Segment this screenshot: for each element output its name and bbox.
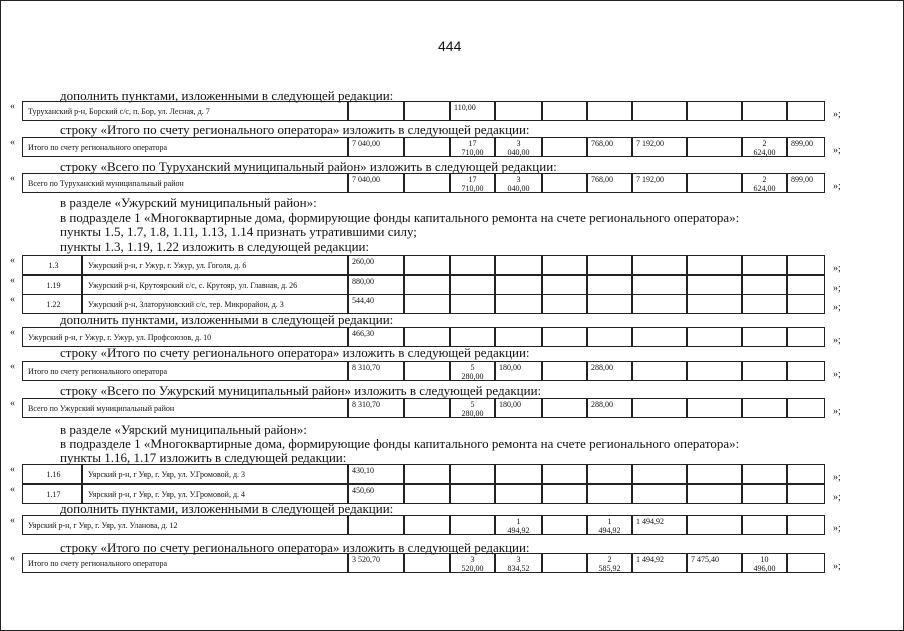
value-cell — [787, 398, 825, 418]
value-cell — [742, 137, 787, 157]
value-cell — [542, 361, 587, 381]
value-cell — [742, 553, 787, 573]
close-quote: »; — [833, 181, 841, 192]
value-cell — [632, 294, 687, 314]
close-quote: »; — [833, 302, 841, 313]
address-cell: Уярский р-н, г Уяр, г. Уяр, ул. Уланова, д. 12 — [22, 515, 348, 535]
value-cell — [632, 398, 687, 418]
table-row — [0, 173, 904, 193]
value-cell — [742, 255, 787, 275]
value-cell — [787, 294, 825, 314]
value-cell — [495, 484, 542, 504]
value-part: 710,00 — [461, 184, 484, 193]
open-quote: « — [10, 101, 15, 112]
close-quote: »; — [833, 263, 841, 274]
address-cell: Ужурский р-н, Златоруновский с/с, тер. Микрорайон, д. 3 — [82, 294, 348, 314]
value-cell — [742, 327, 787, 347]
section-caption: строку «Итого по счету регионального оператора» изложить в следующей редакции: — [60, 122, 530, 137]
value-cell — [450, 484, 495, 504]
value-part: 040,00 — [507, 148, 530, 157]
value-cell — [495, 255, 542, 275]
table-row — [0, 137, 904, 157]
value-cell — [687, 255, 742, 275]
close-quote: »; — [833, 145, 841, 156]
address-cell: Всего по Ужурский муниципальный район — [22, 398, 348, 418]
value-cell — [450, 515, 495, 535]
value-cell — [404, 464, 450, 484]
page-number: 444 — [438, 38, 462, 54]
close-quote: »; — [833, 492, 841, 503]
instruction-text: в разделе «Уярский муниципальный район»: — [60, 422, 307, 437]
table-row — [0, 327, 904, 347]
close-quote: »; — [833, 523, 841, 534]
value-cell — [787, 361, 825, 381]
value-cell — [542, 515, 587, 535]
value-cell — [687, 398, 742, 418]
close-quote: »; — [833, 283, 841, 294]
value-cell — [404, 327, 450, 347]
value-cell: 880,00 — [348, 275, 404, 295]
value-cell — [587, 553, 632, 573]
close-quote: »; — [833, 369, 841, 380]
open-quote: « — [10, 515, 15, 526]
row-number-cell: 1.3 — [22, 255, 82, 275]
value-cell — [587, 255, 632, 275]
value-part: 494,92 — [507, 526, 530, 535]
value-cell — [450, 398, 495, 418]
value-cell — [542, 484, 587, 504]
value-cell — [587, 294, 632, 314]
value-cell — [542, 101, 587, 121]
row-number-cell: 1.19 — [22, 275, 82, 295]
value-part: 5 — [470, 363, 475, 372]
value-cell — [587, 484, 632, 504]
value-cell — [632, 255, 687, 275]
value-part: 1 — [516, 517, 521, 526]
value-cell — [450, 137, 495, 157]
value-cell — [450, 275, 495, 295]
value-cell — [587, 101, 632, 121]
value-cell — [742, 464, 787, 484]
value-cell — [687, 275, 742, 295]
value-cell — [495, 294, 542, 314]
open-quote: « — [10, 275, 15, 286]
value-cell — [542, 294, 587, 314]
value-part: 040,00 — [507, 184, 530, 193]
value-cell — [404, 398, 450, 418]
value-cell — [742, 484, 787, 504]
value-cell — [632, 484, 687, 504]
value-cell: 260,00 — [348, 255, 404, 275]
value-cell — [787, 255, 825, 275]
address-cell: Ужурский р-н, Крутоярский с/с, с. Крутояр, ул. Главная, д. 26 — [82, 275, 348, 295]
value-cell — [404, 173, 450, 193]
address-cell: Уярский р-н, г Уяр, г. Уяр, ул. У.Громовой, д. 3 — [82, 464, 348, 484]
value-cell — [687, 173, 742, 193]
table-row — [0, 464, 904, 484]
value-part: 585,92 — [598, 564, 621, 573]
value-cell: 7 475,40 — [687, 553, 742, 573]
value-part: 280,00 — [461, 372, 484, 381]
value-cell: 110,00 — [450, 101, 495, 121]
value-cell: 899,00 — [787, 173, 825, 193]
value-cell — [495, 275, 542, 295]
value-cell — [787, 327, 825, 347]
value-cell — [450, 294, 495, 314]
value-cell — [450, 553, 495, 573]
instruction-text: пункты 1.16, 1.17 изложить в следующей редакции: — [60, 450, 347, 465]
value-cell — [542, 173, 587, 193]
close-quote: »; — [833, 109, 841, 120]
table-row — [0, 101, 904, 121]
address-cell: Всего по Туруханский муниципальный район — [22, 173, 348, 193]
table-row — [0, 294, 904, 314]
value-cell — [632, 327, 687, 347]
value-cell — [450, 173, 495, 193]
value-part: 624,00 — [753, 184, 776, 193]
address-cell: Уярский р-н, г Уяр, г. Уяр, ул. У.Громовой, д. 4 — [82, 484, 348, 504]
address-cell: Итого по счету регионального оператора — [22, 137, 348, 157]
value-part: 5 — [470, 400, 475, 409]
value-cell — [404, 515, 450, 535]
address-cell: Туруханский р-н, Борский с/с, п. Бор, ул. Лесная, д. 7 — [22, 101, 348, 121]
value-cell — [687, 327, 742, 347]
value-cell: 288,00 — [587, 398, 632, 418]
value-cell: 180,00 — [495, 361, 542, 381]
close-quote: »; — [833, 561, 841, 572]
value-part: 2 — [762, 139, 767, 148]
instruction-text: в подразделе 1 «Многоквартирные дома, формирующие фонды капитального ремонта на счете регионального оператора»: — [60, 210, 740, 225]
value-part: 17 — [468, 175, 477, 184]
close-quote: »; — [833, 335, 841, 346]
value-cell — [787, 464, 825, 484]
value-cell — [787, 275, 825, 295]
open-quote: « — [10, 464, 15, 475]
address-cell: Итого по счету регионального оператора — [22, 361, 348, 381]
value-cell — [542, 275, 587, 295]
open-quote: « — [10, 294, 15, 305]
value-cell: 899,00 — [787, 137, 825, 157]
section-caption: строку «Всего по Ужурский муниципальный район» изложить в следующей редакции: — [60, 383, 542, 398]
address-cell: Итого по счету регионального оператора — [22, 553, 348, 573]
value-cell — [587, 515, 632, 535]
close-quote: »; — [833, 406, 841, 417]
value-cell — [587, 464, 632, 484]
value-cell: 7 192,00 — [632, 137, 687, 157]
value-part: 280,00 — [461, 409, 484, 418]
section-caption: дополнить пунктами, изложенными в следующей редакции: — [60, 501, 394, 516]
value-cell — [348, 515, 404, 535]
value-cell: 1 494,92 — [632, 553, 687, 573]
section-caption: строку «Итого по счету регионального оператора» изложить в следующей редакции: — [60, 345, 530, 360]
value-cell — [587, 327, 632, 347]
table-row — [0, 553, 904, 573]
value-cell: 450,60 — [348, 484, 404, 504]
value-cell — [450, 464, 495, 484]
value-cell — [787, 484, 825, 504]
open-quote: « — [10, 173, 15, 184]
open-quote: « — [10, 361, 15, 372]
value-cell: 544,40 — [348, 294, 404, 314]
value-part: 3 — [470, 555, 475, 564]
instruction-text: в подразделе 1 «Многоквартирные дома, формирующие фонды капитального ремонта на счете регионального оператора»: — [60, 436, 740, 451]
value-cell: 3 520,70 — [348, 553, 404, 573]
value-part: 494,92 — [598, 526, 621, 535]
value-cell — [542, 553, 587, 573]
value-cell — [632, 101, 687, 121]
value-cell — [495, 464, 542, 484]
value-part: 834,52 — [507, 564, 530, 573]
table-row — [0, 255, 904, 275]
value-cell — [687, 484, 742, 504]
address-cell: Ужурский р-н, г Ужур, г. Ужур, ул. Профсоюзов, д. 10 — [22, 327, 348, 347]
value-cell — [450, 327, 495, 347]
open-quote: « — [10, 398, 15, 409]
address-cell: Ужурский р-н, г Ужур, г. Ужур, ул. Гоголя, д. 6 — [82, 255, 348, 275]
instruction-text: в разделе «Ужурский муниципальный район»: — [60, 195, 317, 210]
section-caption: дополнить пунктами, изложенными в следующей редакции: — [60, 312, 394, 327]
value-cell: 7 040,00 — [348, 173, 404, 193]
value-cell — [348, 101, 404, 121]
value-part: 10 — [760, 555, 769, 564]
open-quote: « — [10, 484, 15, 495]
value-cell — [542, 327, 587, 347]
value-cell — [450, 361, 495, 381]
value-cell — [687, 464, 742, 484]
value-cell — [404, 101, 450, 121]
value-cell — [632, 275, 687, 295]
row-number-cell: 1.22 — [22, 294, 82, 314]
value-cell — [404, 553, 450, 573]
value-cell — [404, 137, 450, 157]
value-cell — [495, 101, 542, 121]
open-quote: « — [10, 327, 15, 338]
value-cell — [742, 515, 787, 535]
value-cell: 8 310,70 — [348, 398, 404, 418]
value-part: 710,00 — [461, 148, 484, 157]
value-cell — [495, 137, 542, 157]
close-quote: »; — [833, 472, 841, 483]
value-cell — [450, 255, 495, 275]
table-row — [0, 361, 904, 381]
value-cell: 768,00 — [587, 173, 632, 193]
value-cell — [587, 275, 632, 295]
value-cell — [404, 484, 450, 504]
value-cell — [787, 515, 825, 535]
value-cell — [632, 361, 687, 381]
value-cell: 288,00 — [587, 361, 632, 381]
value-part: 2 — [762, 175, 767, 184]
open-quote: « — [10, 255, 15, 266]
value-cell — [404, 275, 450, 295]
instruction-text: пункты 1.5, 1.7, 1.8, 1.11, 1.13, 1.14 признать утратившими силу; — [60, 224, 417, 239]
table-row — [0, 515, 904, 535]
table-row — [0, 398, 904, 418]
value-part: 496,00 — [753, 564, 776, 573]
open-quote: « — [10, 137, 15, 148]
value-cell — [742, 275, 787, 295]
value-cell — [632, 464, 687, 484]
value-part: 2 — [607, 555, 612, 564]
value-cell — [742, 294, 787, 314]
instruction-text: пункты 1.3, 1.19, 1.22 изложить в следующей редакции: — [60, 239, 370, 254]
value-cell — [404, 361, 450, 381]
row-number-cell: 1.17 — [22, 484, 82, 504]
value-cell — [687, 515, 742, 535]
value-cell: 180,00 — [495, 398, 542, 418]
value-part: 1 — [607, 517, 612, 526]
section-caption: дополнить пунктами, изложенными в следующей редакции: — [60, 88, 394, 103]
value-cell: 466,30 — [348, 327, 404, 347]
value-cell: 768,00 — [587, 137, 632, 157]
value-cell: 430,10 — [348, 464, 404, 484]
value-cell — [404, 294, 450, 314]
value-part: 3 — [516, 139, 521, 148]
value-cell — [742, 173, 787, 193]
value-cell — [787, 101, 825, 121]
value-cell — [542, 255, 587, 275]
value-cell — [687, 101, 742, 121]
section-caption: строку «Итого по счету регионального оператора» изложить в следующей редакции: — [60, 540, 530, 555]
value-cell — [787, 553, 825, 573]
value-cell — [742, 398, 787, 418]
value-cell — [542, 137, 587, 157]
row-number-cell: 1.16 — [22, 464, 82, 484]
value-cell — [742, 361, 787, 381]
value-cell — [404, 255, 450, 275]
value-cell — [687, 361, 742, 381]
value-cell: 7 192,00 — [632, 173, 687, 193]
value-part: 3 — [516, 175, 521, 184]
value-cell — [542, 464, 587, 484]
value-part: 3 — [516, 555, 521, 564]
value-cell — [542, 398, 587, 418]
value-cell — [495, 327, 542, 347]
value-cell — [495, 553, 542, 573]
section-caption: строку «Всего по Туруханский муниципальный район» изложить в следующей редакции: — [60, 159, 557, 174]
value-part: 17 — [468, 139, 477, 148]
value-cell: 8 310,70 — [348, 361, 404, 381]
value-cell — [687, 294, 742, 314]
value-cell: 1 494,92 — [632, 515, 687, 535]
table-row — [0, 275, 904, 295]
value-cell — [495, 515, 542, 535]
value-part: 624,00 — [753, 148, 776, 157]
value-cell — [495, 173, 542, 193]
value-cell — [742, 101, 787, 121]
value-cell — [687, 137, 742, 157]
value-part: 520,00 — [461, 564, 484, 573]
open-quote: « — [10, 553, 15, 564]
value-cell: 7 040,00 — [348, 137, 404, 157]
